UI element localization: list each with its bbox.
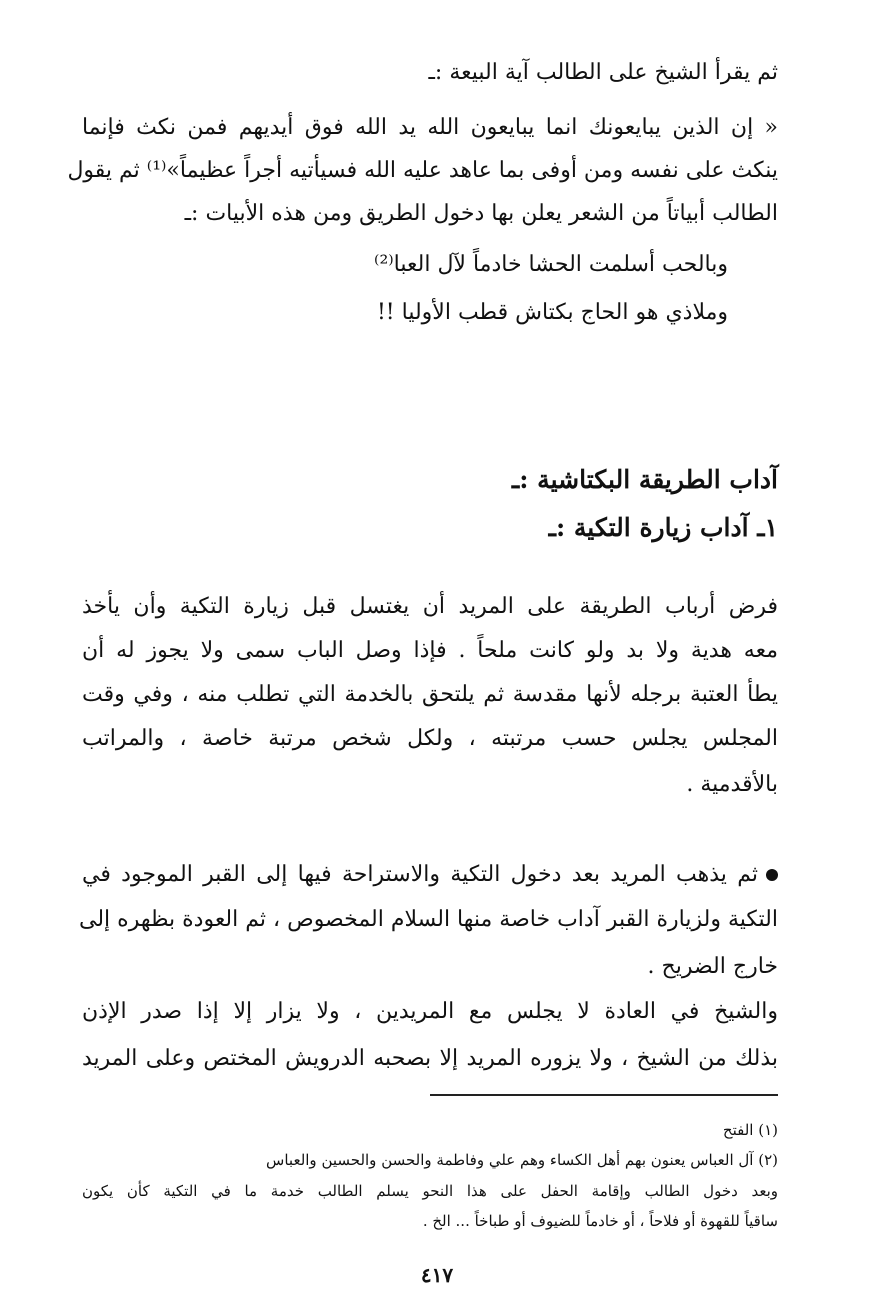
bullet-icon — [766, 869, 778, 881]
intro-line: ثم يقرأ الشيخ على الطالب آية البيعة :ـ — [428, 60, 778, 85]
paragraph-1-line-3: يطأ العتبة برجله لأنها مقدسة ثم يلتحق بالخدمة التي تطلب منه ، وفي وقت — [82, 682, 778, 707]
footnote-2: (٢) آل العباس يعنون بهم أهل الكساء وهم علي وفاطمة والحسن والحسين والعباس — [266, 1151, 778, 1169]
paragraph-1-line-4: المجلس يجلس حسب مرتبته ، ولكل شخص مرتبة خاصة ، والمراتب — [82, 726, 778, 751]
section-subtitle: ١ـ آداب زيارة التكية :ـ — [548, 513, 778, 542]
section-title: آداب الطريقة البكتاشية :ـ — [511, 465, 778, 494]
quote-line-3: الطالب أبياتاً من الشعر يعلن بها دخول الطريق ومن هذه الأبيات :ـ — [184, 201, 778, 226]
footnote-separator — [430, 1094, 778, 1096]
paragraph-3-line-1: والشيخ في العادة لا يجلس مع المريدين ، ولا يزار إلا إذا صدر الإذن — [82, 999, 778, 1024]
paragraph-3-line-2: بذلك من الشيخ ، ولا يزوره المريد إلا بصحبه الدرويش المختص وعلى المريد — [82, 1046, 778, 1071]
footnote-2-continued-line-2: ساقياً للقهوة أو فلاحاً ، أو خادماً للضيوف أو طباخاً ... الخ . — [422, 1212, 778, 1230]
page-number: ٤١٧ — [420, 1263, 454, 1287]
verse-line-1: وبالحب أسلمت الحشا خادماً لآل العبا⁽²⁾ — [374, 252, 728, 277]
paragraph-1-line-1: فرض أرباب الطريقة على المريد أن يغتسل قبل زيارة التكية وأن يأخذ — [82, 594, 778, 619]
paragraph-2-line-2: التكية ولزيارة القبر آداب خاصة منها السلام المخصوص ، ثم العودة بظهره إلى — [79, 907, 778, 932]
quote-line-2: ينكث على نفسه ومن أوفى بما عاهد عليه الله فسيأتيه أجراً عظيماً»⁽¹⁾ ثم يقول — [67, 158, 778, 183]
paragraph-1-line-5: بالأقدمية . — [686, 772, 778, 797]
quote-line-1: « إن الذين يبايعونك انما يبايعون الله يد الله فوق أيديهم فمن نكث فإنما — [82, 115, 778, 140]
paragraph-2-line-1 — [82, 860, 778, 890]
verse-line-2: وملاذي هو الحاج بكتاش قطب الأوليا !! — [376, 300, 728, 325]
paragraph-1-line-2: معه هدية ولا بد ولو كانت ملحاً . فإذا وصل الباب سمى ولا يجوز له أن — [82, 638, 778, 663]
footnote-2-continued-line-1: وبعد دخول الطالب وإقامة الحفل على هذا النحو يسلم الطالب خدمة ما في التكية كأن يكون — [82, 1182, 778, 1200]
paragraph-2-line-3: خارج الضريح . — [647, 954, 778, 979]
footnote-1: (١) الفتح — [722, 1121, 778, 1139]
paragraph-2-line-1-text: ثم يذهب المريد بعد دخول التكية والاستراحة فيها إلى القبر الموجود في — [82, 862, 758, 887]
